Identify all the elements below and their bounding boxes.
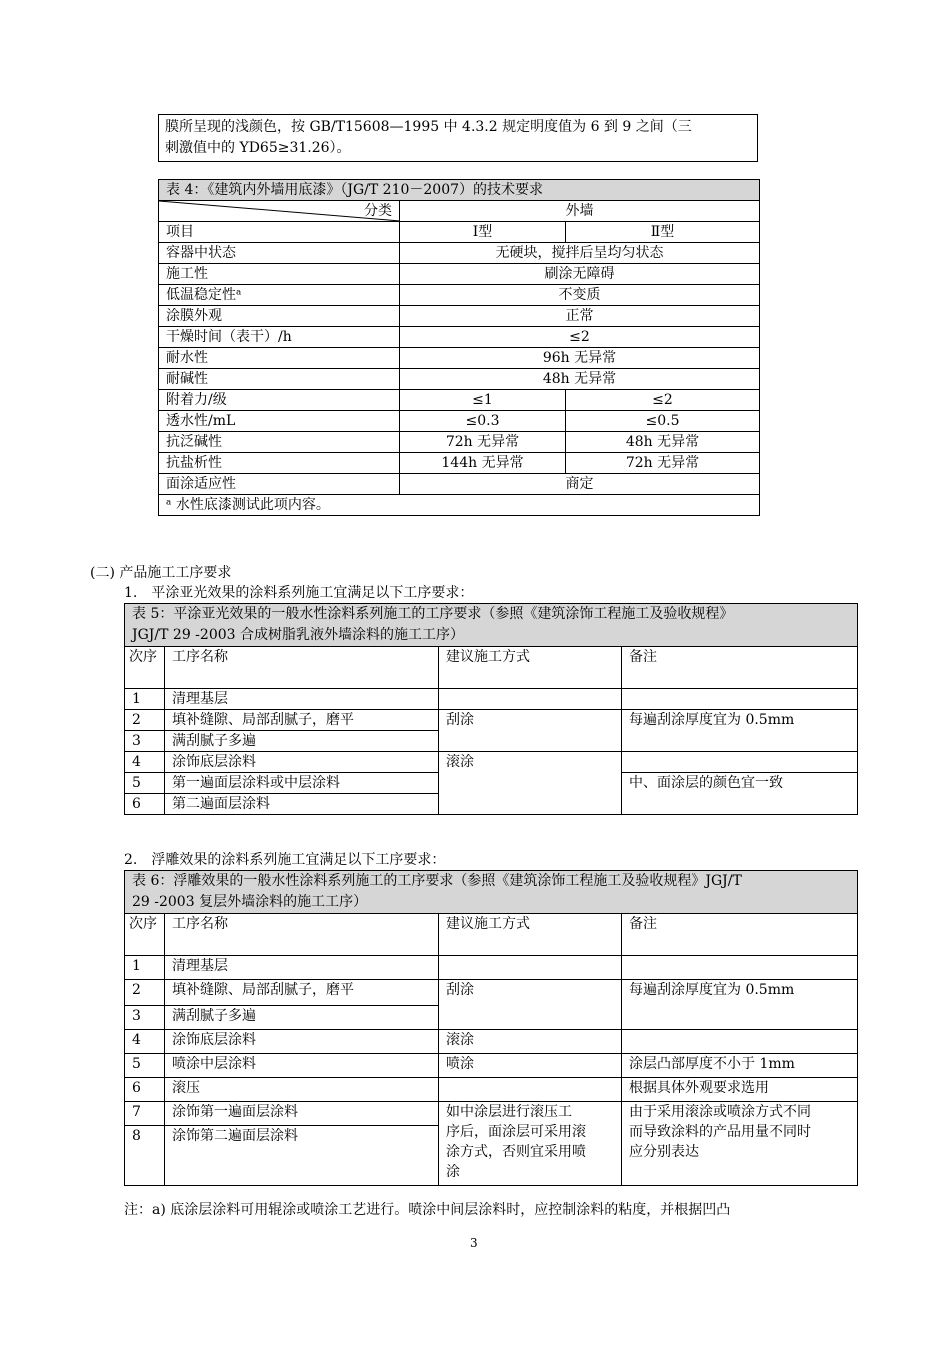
row-item: 抗盐析性 xyxy=(159,453,400,474)
row-item: 低温稳定性ᵃ xyxy=(159,285,400,306)
table-row xyxy=(125,1102,858,1126)
row-value: 96h 无异常 xyxy=(400,348,760,369)
row-item: 干燥时间（表干）/h xyxy=(159,327,400,348)
table-row xyxy=(159,411,760,432)
item-1-text: 1. 平涂亚光效果的涂料系列施工宜满足以下工序要求： xyxy=(124,585,474,601)
table5-caption-line-1: 表 5：平涂亚光效果的一般水性涂料系列施工的工序要求（参照《建筑涂饰工程施工及验收规程》 xyxy=(132,606,734,622)
row-note: 涂层凸部厚度不小于 1mm xyxy=(622,1054,858,1078)
intro-box xyxy=(158,114,758,162)
table5-note-header: 备注 xyxy=(622,647,858,689)
table5-caption-line-2: JGJ/T 29 -2003 合成树脂乳液外墙涂料的施工工序） xyxy=(132,627,464,643)
item-2-text: 2. 浮雕效果的涂料系列施工宜满足以下工序要求： xyxy=(124,852,446,868)
row-method xyxy=(439,689,622,710)
row-note: 根据具体外观要求选用 xyxy=(622,1078,858,1102)
intro-line-2: 刺激值中的 YD65≥31.26）。 xyxy=(165,140,351,156)
method-line: 涂方式，否则宜采用喷 xyxy=(446,1144,586,1160)
method-line: 序后，面涂层可采用滚 xyxy=(446,1124,586,1140)
row-no: 2 xyxy=(125,710,165,731)
table6-name-header: 工序名称 xyxy=(165,914,439,956)
row-note: 每遍刮涂厚度宜为 0.5mm xyxy=(622,980,858,1030)
table5-method-header: 建议施工方式 xyxy=(439,647,622,689)
table6-caption xyxy=(125,871,858,914)
table6-method-header: 建议施工方式 xyxy=(439,914,622,956)
table-row xyxy=(125,956,858,980)
row-method: 滚涂 xyxy=(439,752,622,815)
row-value: 刷涂无障碍 xyxy=(400,264,760,285)
table-row xyxy=(159,327,760,348)
row-value-type1: 72h 无异常 xyxy=(400,432,566,453)
table5-no-header: 次序 xyxy=(125,647,165,689)
table6-no-header: 次序 xyxy=(125,914,165,956)
table-row xyxy=(159,474,760,495)
row-method: 滚涂 xyxy=(439,1030,622,1054)
table6-note-header: 备注 xyxy=(622,914,858,956)
table4-category-label: 分类 xyxy=(364,203,392,219)
table-row xyxy=(125,752,858,773)
note-line: 而导致涂料的产品用量不同时 xyxy=(629,1124,811,1140)
row-note xyxy=(622,1030,858,1054)
row-note xyxy=(622,956,858,980)
row-name: 涂饰第二遍面层涂料 xyxy=(165,1126,439,1186)
row-value: 商定 xyxy=(400,474,760,495)
table-5 xyxy=(124,603,858,815)
table-row xyxy=(125,1054,858,1078)
row-name: 满刮腻子多遍 xyxy=(165,1006,439,1030)
intro-line-1: 膜所呈现的浅颜色，按 GB/T15608—1995 中 4.3.2 规定明度值为 6 到 9 之间（三 xyxy=(165,119,692,135)
table5-caption xyxy=(125,604,858,647)
row-value: 无硬块，搅拌后呈均匀状态 xyxy=(400,243,760,264)
table-row xyxy=(159,369,760,390)
note-line: 应分别表达 xyxy=(629,1144,699,1160)
row-item: 附着力/级 xyxy=(159,390,400,411)
row-no: 1 xyxy=(125,689,165,710)
method-line: 如中涂层进行滚压工 xyxy=(446,1104,572,1120)
row-note: 每遍刮涂厚度宜为 0.5mm xyxy=(622,710,858,752)
row-name: 清理基层 xyxy=(165,956,439,980)
row-item: 施工性 xyxy=(159,264,400,285)
row-item: 耐水性 xyxy=(159,348,400,369)
table4-caption: 表 4：《建筑内外墙用底漆》（JG/T 210－2007）的技术要求 xyxy=(159,180,760,201)
row-value-type1: ≤0.3 xyxy=(400,411,566,432)
row-note xyxy=(622,1102,858,1186)
table-row xyxy=(125,980,858,1006)
table4-type1-header: Ⅰ型 xyxy=(400,222,566,243)
table-6 xyxy=(124,870,858,1186)
row-value-type2: ≤2 xyxy=(566,390,760,411)
table-row xyxy=(159,348,760,369)
table-row xyxy=(159,453,760,474)
row-method xyxy=(439,1102,622,1186)
page-number: 3 xyxy=(470,1236,478,1250)
table4-item-header: 项目 xyxy=(159,222,400,243)
row-note: 中、面涂层的颜色宜一致 xyxy=(622,773,858,815)
row-name: 第一遍面层涂料或中层涂料 xyxy=(165,773,439,794)
table-row xyxy=(159,264,760,285)
bottom-note: 注：a) 底涂层涂料可用辊涂或喷涂工艺进行。喷涂中间层涂料时，应控制涂料的粘度，并根据凹凸 xyxy=(124,1202,731,1218)
row-value: 不变质 xyxy=(400,285,760,306)
row-name: 第二遍面层涂料 xyxy=(165,794,439,815)
row-name: 喷涂中层涂料 xyxy=(165,1054,439,1078)
row-no: 2 xyxy=(125,980,165,1006)
table-row xyxy=(125,1078,858,1102)
row-no: 1 xyxy=(125,956,165,980)
row-item: 耐碱性 xyxy=(159,369,400,390)
table6-caption-line-2: 29 -2003 复层外墙涂料的施工工序） xyxy=(132,894,368,910)
table-row xyxy=(159,432,760,453)
row-no: 6 xyxy=(125,1078,165,1102)
row-no: 7 xyxy=(125,1102,165,1126)
section-heading: (二) 产品施工工序要求 xyxy=(90,565,232,581)
row-name: 满刮腻子多遍 xyxy=(165,731,439,752)
row-value-type1: 144h 无异常 xyxy=(400,453,566,474)
table4-footnote: ᵃ 水性底漆测试此项内容。 xyxy=(159,495,760,516)
row-no: 3 xyxy=(125,731,165,752)
row-no: 5 xyxy=(125,773,165,794)
row-item: 透水性/mL xyxy=(159,411,400,432)
row-value-type2: 72h 无异常 xyxy=(566,453,760,474)
row-name: 填补缝隙、局部刮腻子，磨平 xyxy=(165,710,439,731)
row-name: 涂饰底层涂料 xyxy=(165,1030,439,1054)
row-value: ≤2 xyxy=(400,327,760,348)
row-method: 刮涂 xyxy=(439,980,622,1030)
table-row xyxy=(125,1030,858,1054)
row-method: 喷涂 xyxy=(439,1054,622,1078)
row-item: 涂膜外观 xyxy=(159,306,400,327)
note-line: 由于采用滚涂或喷涂方式不同 xyxy=(629,1104,811,1120)
row-value: 正常 xyxy=(400,306,760,327)
row-note xyxy=(622,689,858,710)
row-name: 涂饰底层涂料 xyxy=(165,752,439,773)
row-name: 填补缝隙、局部刮腻子，磨平 xyxy=(165,980,439,1006)
row-item: 容器中状态 xyxy=(159,243,400,264)
row-no: 4 xyxy=(125,1030,165,1054)
row-no: 4 xyxy=(125,752,165,773)
row-no: 3 xyxy=(125,1006,165,1030)
table5-name-header: 工序名称 xyxy=(165,647,439,689)
row-value-type2: ≤0.5 xyxy=(566,411,760,432)
row-item: 抗泛碱性 xyxy=(159,432,400,453)
table4-exterior-header: 外墙 xyxy=(400,201,760,222)
table4-header-diagonal xyxy=(159,201,400,222)
row-item: 面涂适应性 xyxy=(159,474,400,495)
row-name: 滚压 xyxy=(165,1078,439,1102)
table-row xyxy=(159,285,760,306)
row-name: 清理基层 xyxy=(165,689,439,710)
row-no: 5 xyxy=(125,1054,165,1078)
table4-type2-header: Ⅱ型 xyxy=(566,222,760,243)
row-value-type2: 48h 无异常 xyxy=(566,432,760,453)
row-method xyxy=(439,1078,622,1102)
table6-caption-line-1: 表 6：浮雕效果的一般水性涂料系列施工的工序要求（参照《建筑涂饰工程施工及验收规程》JGJ/T xyxy=(132,873,742,889)
table-row xyxy=(125,689,858,710)
row-value-type1: ≤1 xyxy=(400,390,566,411)
row-no: 8 xyxy=(125,1126,165,1186)
row-method: 刮涂 xyxy=(439,710,622,752)
table-row xyxy=(159,306,760,327)
table-row xyxy=(159,243,760,264)
row-value: 48h 无异常 xyxy=(400,369,760,390)
table-4 xyxy=(158,179,760,516)
table-row xyxy=(125,710,858,731)
row-note xyxy=(622,752,858,773)
table-row xyxy=(159,390,760,411)
row-no: 6 xyxy=(125,794,165,815)
row-name: 涂饰第一遍面层涂料 xyxy=(165,1102,439,1126)
row-method xyxy=(439,956,622,980)
method-line: 涂 xyxy=(446,1164,460,1180)
